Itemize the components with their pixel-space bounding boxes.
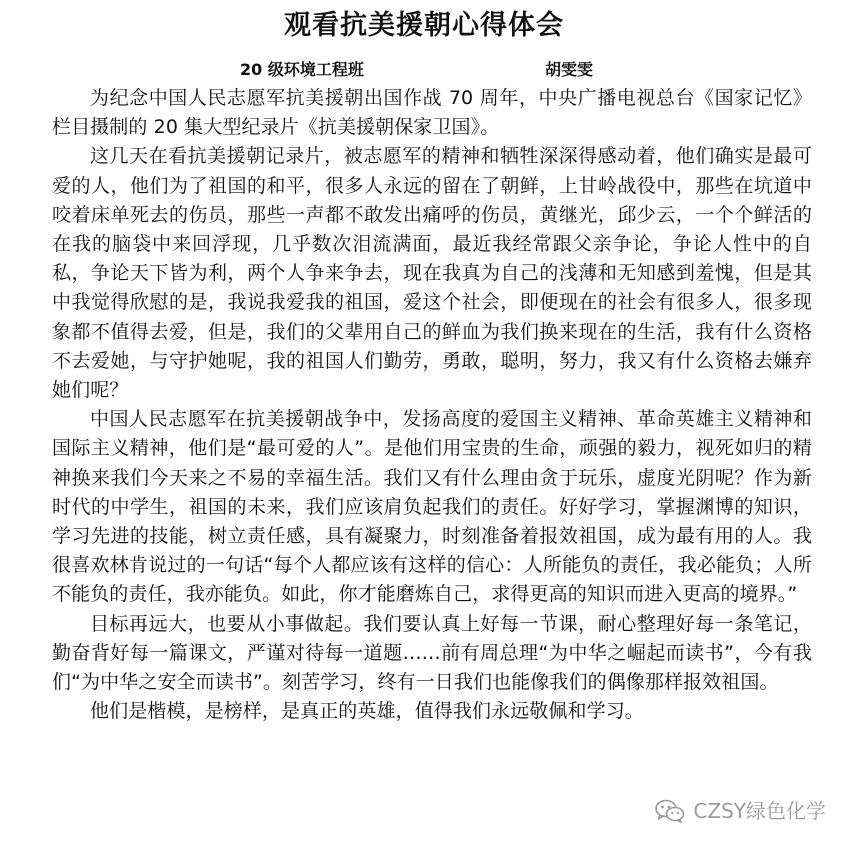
wechat-icon: [655, 799, 685, 823]
paragraph: 这几天在看抗美援朝记录片，被志愿军的精神和牺牲深深得感动着，他们确实是最可爱的人，他们为了祖国的和平，很多人永远的留在了朝鲜，上甘岭战役中，那些在坑道中咬着床单死去的伤员，那些一声都不敢发出痛呼的伤员，黄继光，邱少云，一个个鲜活的在我的脑袋中来回浮现，几乎数次泪流满面，最近我经常跟父亲争论，争论人性中的自私，争论天下皆为利，两个人争来争去，现在我真为自己的浅薄和无知感到羞愧，但是其中我觉得欣慰的是，我说我爱我的祖国，爱这个社会，即便现在的社会有很多人，很多现象都不值得去爱，但是，我们的父辈用自己的鲜血为我们换来现在的生活，我有什么资格不去爱她，与守护她呢，我的祖国人们勤劳，勇敢，聪明，努力，我又有什么资格去嫌弃她们呢？: [52, 145, 812, 402]
document-title: 观看抗美援朝心得体会: [284, 10, 564, 41]
class-name: 20 级环境工程班: [240, 60, 364, 79]
paragraph: 为纪念中国人民志愿军抗美援朝出国作战 70 周年，中央广播电视总台《国家记忆》栏目摄制的 20 集大型纪录片《抗美援朝保家卫国》。: [52, 87, 812, 139]
paragraph: 中国人民志愿军在抗美援朝战争中，发扬高度的爱国主义精神、革命英雄主义精神和国际主义精神，他们是“最可爱的人”。是他们用宝贵的生命，顽强的毅力，视死如归的精神换来我们今天来之不易的幸福生活。我们又有什么理由贪于玩乐，虚度光阴呢？作为新时代的中学生，祖国的未来，我们应该肩负起我们的责任。好好学习，掌握渊博的知识，学习先进的技能，树立责任感，具有凝聚力，时刻准备着报效祖国，成为最有用的人。我很喜欢林肯说过的一句话“每个人都应该有这样的信心：人所能负的责任，我必能负；人所不能负的责任，我亦能负。如此，你才能磨炼自己，求得更高的知识而进入更高的境界。”: [52, 408, 812, 606]
byline: [0, 58, 848, 82]
author-name: 胡雯雯: [545, 60, 594, 79]
paragraph: 目标再远大，也要从小事做起。我们要认真上好每一节课，耐心整理好每一条笔记，勤奋背好每一篇课文，严谨对待每一道题……前有周总理“为中华之崛起而读书”，今有我们“为中华之安全而读书”。刻苦学习，终有一日我们也能像我们的偶像那样报效祖国。: [52, 612, 812, 694]
watermark: [655, 796, 826, 826]
watermark-text: CZSY绿色化学: [693, 799, 826, 823]
paragraph: 他们是楷模，是榜样，是真正的英雄，值得我们永远敬佩和学习。: [90, 700, 644, 723]
document-body: [52, 84, 812, 726]
